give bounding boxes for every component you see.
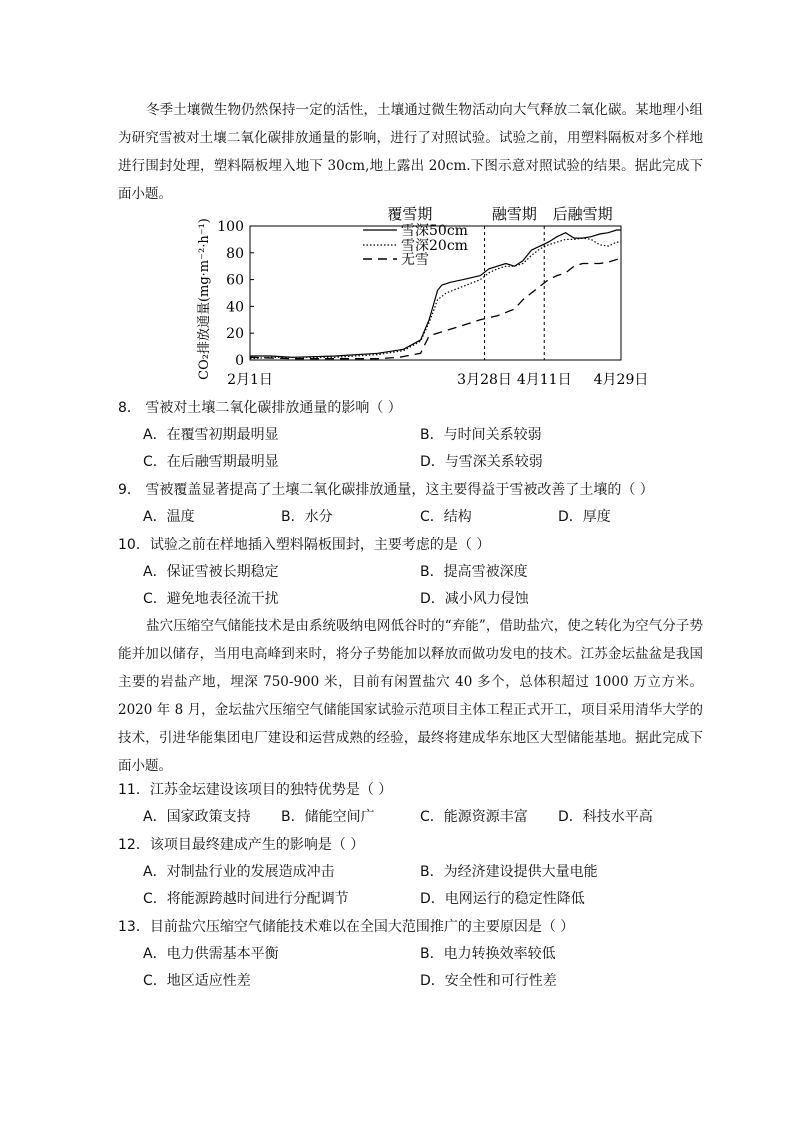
q11-option-c[interactable]: C．能源资源丰富 — [420, 809, 528, 825]
x-tick-label: 2月1日 — [227, 372, 273, 388]
q12-option-a[interactable]: A．对制盐行业的发展造成冲击 — [143, 864, 335, 880]
co2-flux-chart — [196, 202, 656, 392]
y-tick-label: 60 — [226, 272, 244, 289]
q12-option-b[interactable]: B．为经济建设提供大量电能 — [420, 864, 598, 880]
q10-option-d[interactable]: D．减小风力侵蚀 — [420, 591, 529, 607]
q11-option-d[interactable]: D．科技水平高 — [558, 809, 653, 825]
y-tick-label: 80 — [226, 245, 244, 262]
question-9: 9． 雪被覆盖显著提高了土壤二氧化碳排放通量，这主要得益于雪被改善了土壤的（ ） — [118, 482, 654, 498]
y-tick-label: 40 — [226, 299, 244, 316]
question-10: 10．试验之前在样地插入塑料隔板围封，主要考虑的是（ ） — [118, 537, 491, 553]
question-8: 8． 雪被对土壤二氧化碳排放通量的影响（ ） — [118, 400, 402, 416]
passage-salt-cavern-text: 盐穴压缩空气储能技术是由系统吸纳电网低谷时的“弃能”，借助盐穴，使之转化为空气分子势能并加以储存，当用电高峰到来时，将分子势能加以释放而做功发电的技术。江苏金坛盐盆是我国主要的岩盐产地，埋深 750-900 米，目前有闲置盐穴 40 多个，总体积超过 1000 万立方米。2020 年 8 月，金坛盐穴压缩空气储能国家试验示范项目主体工程正式开工，项目采用清华大学的技术，引进华能集团电厂建设和运营成熟的经验，最终将建成华东地区大型储能基地。据此完成下面小题。 — [118, 618, 703, 774]
q10-option-b[interactable]: B．提高雪被深度 — [420, 564, 528, 580]
question-12: 12．该项目最终建成产生的影响是（ ） — [118, 837, 365, 853]
q13-option-a[interactable]: A．电力供需基本平衡 — [143, 946, 279, 962]
y-tick-label: 100 — [217, 219, 244, 235]
question-13: 13．目前盐穴压缩空气储能技术难以在全国大范围推广的主要原因是（ ） — [118, 919, 575, 935]
y-axis-title: CO₂排放通量(mg·m⁻²·h⁻¹) — [197, 218, 212, 380]
q11-option-b[interactable]: B．储能空间广 — [281, 809, 375, 825]
q12-option-d[interactable]: D．电网运行的稳定性降低 — [420, 891, 585, 907]
legend-label: 雪深20cm — [401, 238, 468, 254]
legend-label: 雪深50cm — [401, 223, 468, 239]
q13-option-d[interactable]: D．安全性和可行性差 — [420, 973, 557, 989]
passage-snow-co2-text: 冬季土壤微生物仍然保持一定的活性，土壤通过微生物活动向大气释放二氧化碳。某地理小组为研究雪被对土壤二氧化碳排放通量的影响，进行了对照试验。试验之前，用塑料隔板对多个样地进行围封处理，塑料隔板埋入地下 30cm,地上露出 20cm.下图示意对照试验的结果。据此完成下面小题。 — [118, 102, 703, 202]
q9-option-b[interactable]: B．水分 — [281, 509, 333, 525]
q11-option-a[interactable]: A．国家政策支持 — [143, 809, 251, 825]
q9-option-d[interactable]: D．厚度 — [558, 509, 611, 525]
q8-option-c[interactable]: C．在后融雪期最明显 — [143, 454, 279, 470]
q9-option-c[interactable]: C．结构 — [420, 509, 472, 525]
period-label: 后融雪期 — [552, 205, 613, 223]
y-tick-label: 20 — [226, 326, 244, 343]
x-tick-label: 3月28日 — [457, 372, 512, 388]
q8-option-b[interactable]: B．与时间关系较弱 — [420, 427, 542, 443]
q8-option-a[interactable]: A．在覆雪初期最明显 — [143, 427, 279, 443]
q8-option-d[interactable]: D．与雪深关系较弱 — [420, 454, 543, 470]
x-tick-label: 4月11日 — [516, 372, 572, 388]
legend-label: 无雪 — [401, 252, 429, 268]
q13-option-c[interactable]: C．地区适应性差 — [143, 973, 251, 989]
period-label: 融雪期 — [491, 205, 537, 223]
q9-option-a[interactable]: A．温度 — [143, 509, 195, 525]
q12-option-c[interactable]: C．将能源跨越时间进行分配调节 — [143, 891, 349, 907]
q10-option-c[interactable]: C．避免地表径流干扰 — [143, 591, 279, 607]
q10-option-a[interactable]: A．保证雪被长期稳定 — [143, 564, 279, 580]
question-11: 11．江苏金坛建设该项目的独特优势是（ ） — [118, 782, 393, 798]
passage-salt-cavern — [118, 612, 703, 780]
period-label: 覆雪期 — [387, 205, 433, 223]
series-line — [250, 258, 621, 359]
q13-option-b[interactable]: B．电力转换效率较低 — [420, 946, 556, 962]
x-tick-label: 4月29日 — [593, 372, 649, 388]
y-tick-label: 0 — [235, 353, 244, 369]
passage-snow-co2 — [118, 96, 703, 208]
